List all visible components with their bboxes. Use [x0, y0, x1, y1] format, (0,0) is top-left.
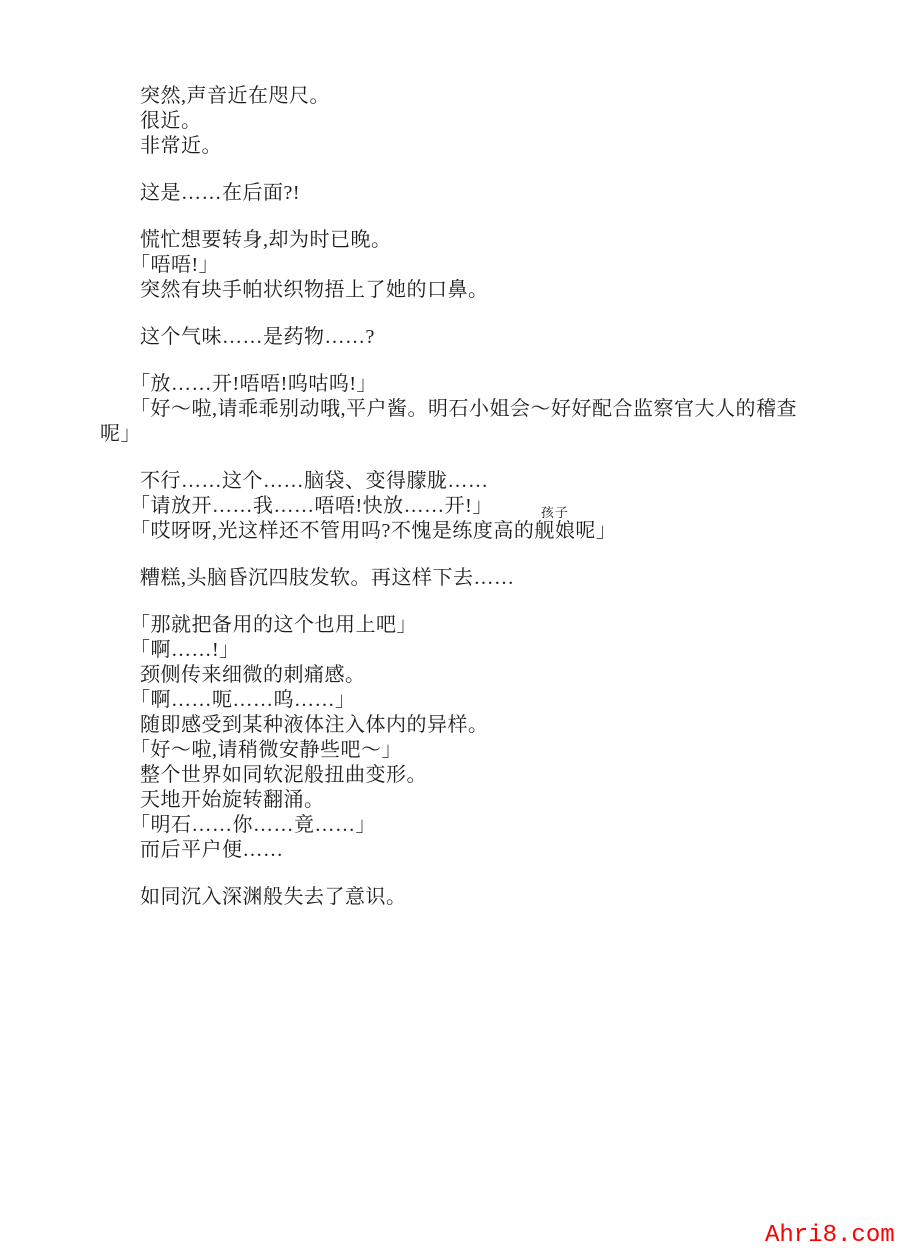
text-line: 颈侧传来细微的刺痛感。	[140, 664, 366, 686]
text-line: 如同沉入深渊般失去了意识。	[140, 886, 407, 908]
text-line: 随即感受到某种液体注入体内的异样。	[140, 714, 489, 736]
text-line: 突然,声音近在咫尺。	[140, 85, 330, 107]
blank-line	[100, 447, 815, 469]
text-line: 「唔唔!」	[130, 254, 220, 276]
page-lines	[100, 84, 815, 910]
text-line: 呢」	[100, 423, 141, 445]
blank-line	[100, 863, 815, 885]
blank-line	[100, 303, 815, 325]
text-line: 整个世界如同软泥般扭曲变形。	[140, 764, 427, 786]
text-line: 「啊……!」	[130, 639, 240, 661]
ruby-annotated-text: 孩子 舰娘	[534, 505, 576, 542]
site-watermark: Ahri8.com	[765, 1222, 895, 1249]
text-line: 非常近。	[140, 135, 222, 157]
text-line: 「好～啦,请稍微安静些吧～」	[130, 739, 402, 761]
text-line: 慌忙想要转身,却为时已晚。	[140, 229, 392, 251]
text-line: 「好～啦,请乖乖别动哦,平户酱。明石小姐会～好好配合监察官大人的稽查	[130, 398, 797, 420]
blank-line	[100, 350, 815, 372]
ruby-text: 孩子	[540, 505, 569, 520]
text-line: 不行……这个……脑袋、变得朦胧……	[140, 470, 489, 492]
text-line: 「请放开……我……唔唔!快放……开!」	[130, 495, 493, 517]
blank-line	[100, 544, 815, 566]
text-line: 「啊……呃……呜……」	[130, 689, 356, 711]
text-line: 糟糕,头脑昏沉四肢发软。再这样下去……	[140, 567, 515, 589]
text-line: 「哎呀呀,光这样还不管用吗?不愧是练度高的 孩子 舰娘呢」	[130, 505, 617, 542]
blank-line	[100, 591, 815, 613]
text-line: 突然有块手帕状织物捂上了她的口鼻。	[140, 279, 489, 301]
text-line: 这个气味……是药物……?	[140, 326, 375, 348]
text-line: 「放……开!唔唔!呜咕呜!」	[130, 373, 377, 395]
text-line: 「明石……你……竟……」	[130, 814, 376, 836]
blank-line	[100, 159, 815, 181]
text-line: 很近。	[140, 110, 202, 132]
blank-line	[100, 206, 815, 228]
text-line: 天地开始旋转翻涌。	[140, 789, 325, 811]
text-line: 「那就把备用的这个也用上吧」	[130, 614, 417, 636]
text-line: 而后平户便……	[140, 839, 284, 861]
text-line: 这是……在后面?!	[140, 182, 301, 204]
